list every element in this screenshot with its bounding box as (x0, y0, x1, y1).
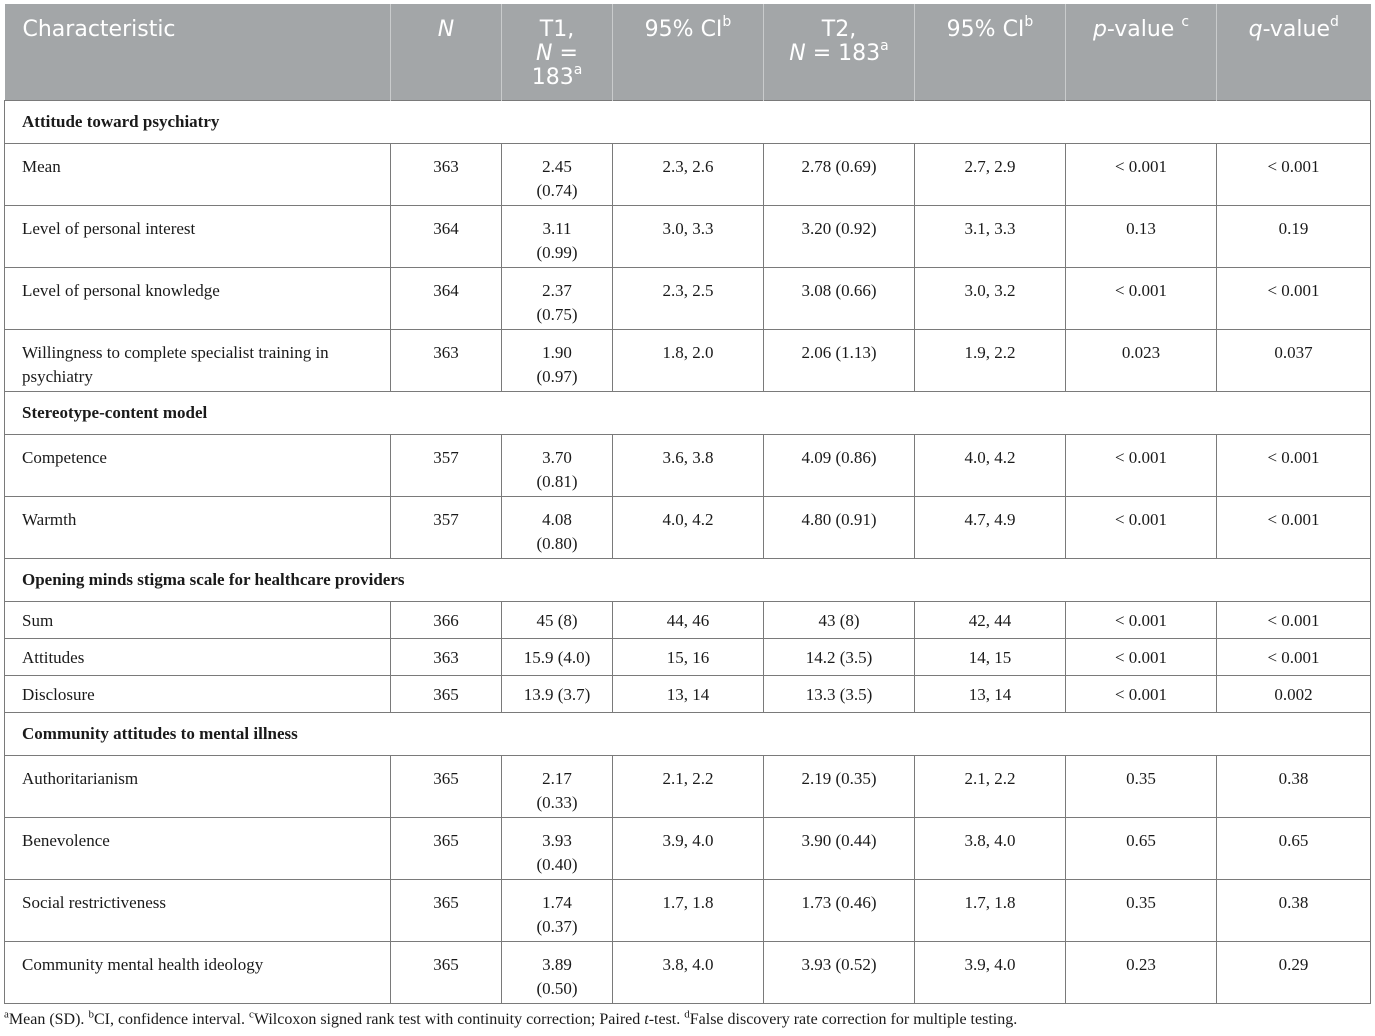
table-row (5, 817, 1371, 879)
table-row (5, 329, 1371, 391)
cell-p-value: < 0.001 (1066, 638, 1217, 675)
cell-n: 364 (391, 267, 502, 329)
cell-t2: 4.80 (0.91) (764, 496, 915, 558)
table-row (5, 434, 1371, 496)
cell-ci-t2: 4.0, 4.2 (915, 434, 1066, 496)
table-row (5, 496, 1371, 558)
cell-n: 365 (391, 817, 502, 879)
cell-ci-t2: 13, 14 (915, 675, 1066, 712)
cell-t1: 13.9 (3.7) (502, 675, 613, 712)
cell-t2: 2.06 (1.13) (764, 329, 915, 391)
cell-t1: 15.9 (4.0) (502, 638, 613, 675)
section-title: Attitude toward psychiatry (5, 100, 1371, 143)
row-label: Willingness to complete specialist training in psychiatry (5, 329, 391, 391)
section-header-row (5, 712, 1371, 755)
cell-t1: 4.08 (0.80) (502, 496, 613, 558)
cell-t2: 2.19 (0.35) (764, 755, 915, 817)
section-header-row (5, 391, 1371, 434)
cell-n: 364 (391, 205, 502, 267)
cell-n: 363 (391, 638, 502, 675)
cell-ci-t2: 2.7, 2.9 (915, 143, 1066, 205)
row-label: Warmth (5, 496, 391, 558)
cell-ci-t1: 2.1, 2.2 (613, 755, 764, 817)
cell-n: 365 (391, 941, 502, 1003)
cell-p-value: 0.23 (1066, 941, 1217, 1003)
cell-t1: 2.17 (0.33) (502, 755, 613, 817)
cell-n: 366 (391, 601, 502, 638)
cell-p-value: < 0.001 (1066, 496, 1217, 558)
cell-ci-t1: 1.7, 1.8 (613, 879, 764, 941)
table-header (5, 4, 1371, 100)
row-label: Mean (5, 143, 391, 205)
cell-t1: 3.93 (0.40) (502, 817, 613, 879)
cell-t2: 3.93 (0.52) (764, 941, 915, 1003)
cell-ci-t2: 3.1, 3.3 (915, 205, 1066, 267)
table-row (5, 755, 1371, 817)
header-characteristic: Characteristic (5, 4, 391, 100)
cell-t2: 4.09 (0.86) (764, 434, 915, 496)
table-row (5, 675, 1371, 712)
cell-t2: 3.08 (0.66) (764, 267, 915, 329)
cell-t1: 1.74 (0.37) (502, 879, 613, 941)
cell-q-value: < 0.001 (1217, 496, 1371, 558)
cell-t1: 2.37 (0.75) (502, 267, 613, 329)
cell-p-value: < 0.001 (1066, 434, 1217, 496)
cell-ci-t1: 3.9, 4.0 (613, 817, 764, 879)
row-label: Authoritarianism (5, 755, 391, 817)
cell-n: 357 (391, 496, 502, 558)
cell-n: 365 (391, 675, 502, 712)
cell-p-value: 0.35 (1066, 755, 1217, 817)
cell-q-value: 0.19 (1217, 205, 1371, 267)
cell-ci-t2: 4.7, 4.9 (915, 496, 1066, 558)
cell-q-value: 0.29 (1217, 941, 1371, 1003)
cell-ci-t2: 3.0, 3.2 (915, 267, 1066, 329)
cell-ci-t1: 3.6, 3.8 (613, 434, 764, 496)
cell-ci-t1: 13, 14 (613, 675, 764, 712)
cell-ci-t1: 3.0, 3.3 (613, 205, 764, 267)
cell-t2: 14.2 (3.5) (764, 638, 915, 675)
cell-ci-t1: 15, 16 (613, 638, 764, 675)
header-n: N (391, 4, 502, 100)
row-label: Attitudes (5, 638, 391, 675)
cell-ci-t2: 1.7, 1.8 (915, 879, 1066, 941)
cell-q-value: < 0.001 (1217, 267, 1371, 329)
cell-ci-t2: 42, 44 (915, 601, 1066, 638)
cell-ci-t2: 14, 15 (915, 638, 1066, 675)
cell-t2: 2.78 (0.69) (764, 143, 915, 205)
cell-n: 363 (391, 329, 502, 391)
cell-p-value: 0.65 (1066, 817, 1217, 879)
cell-ci-t2: 3.8, 4.0 (915, 817, 1066, 879)
cell-ci-t2: 2.1, 2.2 (915, 755, 1066, 817)
cell-t2: 13.3 (3.5) (764, 675, 915, 712)
cell-n: 365 (391, 879, 502, 941)
cell-p-value: 0.35 (1066, 879, 1217, 941)
cell-q-value: 0.002 (1217, 675, 1371, 712)
cell-ci-t1: 3.8, 4.0 (613, 941, 764, 1003)
table-footnote: $^a$Mean (SD). $^b$CI, confidence interval. $^c$Wilcoxon signed rank test with continuity correction; Paired t-test. $^d$False discovery rate correction for multiple testing. (4, 1008, 1018, 1028)
cell-t1: 2.45 (0.74) (502, 143, 613, 205)
cell-t1: 1.90 (0.97) (502, 329, 613, 391)
cell-q-value: < 0.001 (1217, 143, 1371, 205)
results-table (4, 4, 1371, 1004)
cell-ci-t2: 3.9, 4.0 (915, 941, 1066, 1003)
cell-t1: 45 (8) (502, 601, 613, 638)
cell-ci-t1: 44, 46 (613, 601, 764, 638)
row-label: Level of personal interest (5, 205, 391, 267)
table-row (5, 638, 1371, 675)
table-row (5, 601, 1371, 638)
cell-n: 363 (391, 143, 502, 205)
row-label: Competence (5, 434, 391, 496)
cell-p-value: < 0.001 (1066, 675, 1217, 712)
cell-t2: 43 (8) (764, 601, 915, 638)
header-q-value: q-value$^d$ (1217, 4, 1371, 100)
row-label: Community mental health ideology (5, 941, 391, 1003)
row-label: Sum (5, 601, 391, 638)
cell-n: 357 (391, 434, 502, 496)
header-ci-t1: 95% $CI^b$ (613, 4, 764, 100)
cell-q-value: 0.65 (1217, 817, 1371, 879)
cell-q-value: < 0.001 (1217, 601, 1371, 638)
cell-p-value: < 0.001 (1066, 143, 1217, 205)
cell-p-value: 0.13 (1066, 205, 1217, 267)
table-row (5, 267, 1371, 329)
cell-q-value: < 0.001 (1217, 434, 1371, 496)
cell-p-value: 0.023 (1066, 329, 1217, 391)
cell-ci-t1: 2.3, 2.5 (613, 267, 764, 329)
table-row (5, 879, 1371, 941)
section-header-row (5, 558, 1371, 601)
row-label: Disclosure (5, 675, 391, 712)
table-row (5, 143, 1371, 205)
cell-p-value: < 0.001 (1066, 601, 1217, 638)
section-title: Opening minds stigma scale for healthcare providers (5, 558, 1371, 601)
cell-t1: 3.11 (0.99) (502, 205, 613, 267)
cell-q-value: 0.037 (1217, 329, 1371, 391)
header-t1: T1, N = $183^a$ (502, 4, 613, 100)
header-p-value: p-value $^c$ (1066, 4, 1217, 100)
section-header-row (5, 100, 1371, 143)
cell-t2: 3.20 (0.92) (764, 205, 915, 267)
table-body (5, 100, 1371, 1003)
cell-n: 365 (391, 755, 502, 817)
cell-t2: 3.90 (0.44) (764, 817, 915, 879)
row-label: Benevolence (5, 817, 391, 879)
row-label: Social restrictiveness (5, 879, 391, 941)
cell-t2: 1.73 (0.46) (764, 879, 915, 941)
cell-ci-t1: 1.8, 2.0 (613, 329, 764, 391)
section-title: Stereotype-content model (5, 391, 1371, 434)
cell-p-value: < 0.001 (1066, 267, 1217, 329)
cell-ci-t2: 1.9, 2.2 (915, 329, 1066, 391)
header-t2: T2, $N = 183^a$ (764, 4, 915, 100)
cell-ci-t1: 2.3, 2.6 (613, 143, 764, 205)
section-title: Community attitudes to mental illness (5, 712, 1371, 755)
cell-ci-t1: 4.0, 4.2 (613, 496, 764, 558)
cell-q-value: 0.38 (1217, 755, 1371, 817)
table-row (5, 941, 1371, 1003)
cell-t1: 3.89 (0.50) (502, 941, 613, 1003)
cell-t1: 3.70 (0.81) (502, 434, 613, 496)
header-ci-t2: 95% $CI^b$ (915, 4, 1066, 100)
row-label: Level of personal knowledge (5, 267, 391, 329)
table-row (5, 205, 1371, 267)
cell-q-value: < 0.001 (1217, 638, 1371, 675)
cell-q-value: 0.38 (1217, 879, 1371, 941)
